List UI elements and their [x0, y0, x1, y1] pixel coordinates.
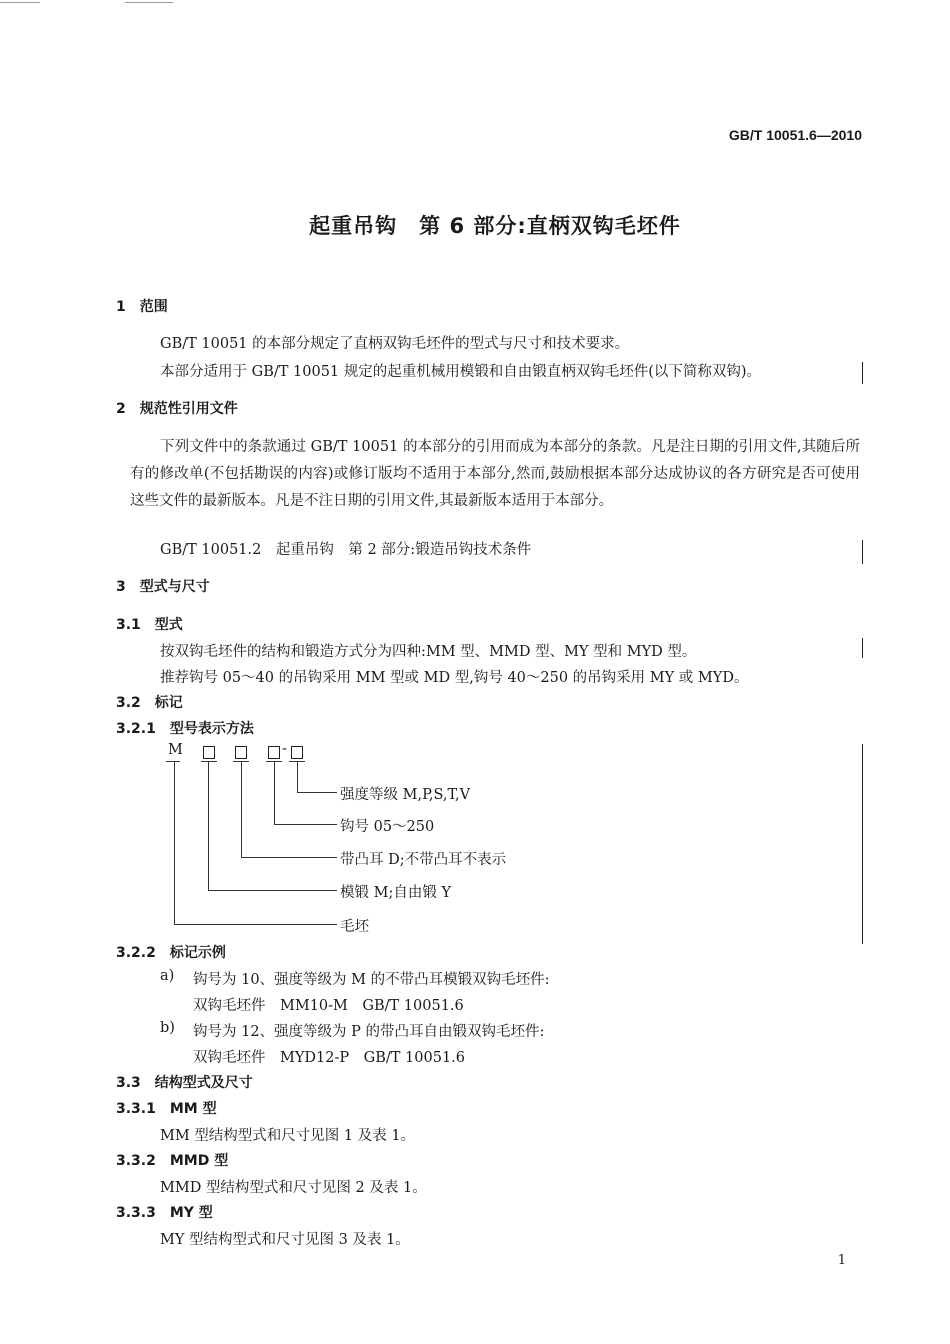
- section-2-heading: 2 规范性引用文件: [116, 401, 238, 417]
- section-1-para-2: 本部分适用于 GB/T 10051 规定的起重机械用模锻和自由锻直柄双钩毛坯件(以下简称双钩)。: [160, 364, 762, 380]
- scan-mark: [125, 2, 173, 3]
- leader-line: [241, 761, 242, 857]
- section-3-3-1-heading: 3.3.1 MM 型: [116, 1101, 217, 1117]
- section-3-3-1-text: MM 型结构型式和尺寸见图 1 及表 1。: [160, 1128, 416, 1144]
- code-label-lug: 带凸耳 D;不带凸耳不表示: [340, 852, 507, 868]
- leader-line: [241, 857, 337, 858]
- section-3-3-heading: 3.3 结构型式及尺寸: [116, 1075, 253, 1091]
- example-a-text: 钩号为 10、强度等级为 M 的不带凸耳模锻双钩毛坯件:: [193, 972, 550, 988]
- code-box-hook-number: [268, 746, 280, 759]
- code-box-forging: [203, 746, 215, 759]
- section-3-3-3-text: MY 型结构型式和尺寸见图 3 及表 1。: [160, 1232, 410, 1248]
- code-underline: [201, 761, 217, 762]
- change-bar: [862, 362, 863, 384]
- example-a-marker: a): [160, 968, 175, 984]
- example-a-code: 双钩毛坯件 MM10-M GB/T 10051.6: [193, 998, 464, 1014]
- section-3-3-3-heading: 3.3.3 MY 型: [116, 1205, 213, 1221]
- leader-line: [297, 761, 298, 792]
- leader-line: [174, 924, 337, 925]
- section-3-1-heading: 3.1 型式: [116, 617, 183, 633]
- code-box-lug: [235, 746, 247, 759]
- example-b-text: 钩号为 12、强度等级为 P 的带凸耳自由锻双钩毛坯件:: [193, 1024, 545, 1040]
- leader-line: [297, 792, 337, 793]
- code-underline: [166, 761, 180, 762]
- section-2-reference: GB/T 10051.2 起重吊钩 第 2 部分:锻造吊钩技术条件: [160, 542, 532, 558]
- code-label-hook-number: 钩号 05～250: [340, 819, 435, 835]
- section-3-1-para-2: 推荐钩号 05～40 的吊钩采用 MM 型或 MD 型,钩号 40～250 的吊钩采用 MY 或 MYD。: [160, 670, 749, 686]
- code-label-strength: 强度等级 M,P,S,T,V: [340, 787, 471, 803]
- section-3-2-2-heading: 3.2.2 标记示例: [116, 945, 226, 961]
- code-label-blank: 毛坯: [340, 919, 369, 935]
- section-1-para-1: GB/T 10051 的本部分规定了直柄双钩毛坯件的型式与尺寸和技术要求。: [160, 336, 630, 352]
- leader-line: [174, 761, 175, 924]
- leader-line: [208, 890, 337, 891]
- change-bar: [862, 638, 863, 658]
- standard-code: GB/T 10051.6—2010: [728, 127, 862, 143]
- section-3-heading: 3 型式与尺寸: [116, 579, 210, 595]
- section-3-3-2-text: MMD 型结构型式和尺寸见图 2 及表 1。: [160, 1180, 427, 1196]
- leader-line: [208, 761, 209, 890]
- section-1-heading: 1 范围: [116, 299, 168, 315]
- section-3-2-heading: 3.2 标记: [116, 695, 183, 711]
- document-title: 起重吊钩 第 6 部分:直柄双钩毛坯件: [309, 214, 681, 238]
- leader-line: [274, 824, 337, 825]
- section-3-1-para-1: 按双钩毛坯件的结构和锻造方式分为四种:MM 型、MMD 型、MY 型和 MYD 型。: [160, 644, 697, 660]
- example-b-code: 双钩毛坯件 MYD12-P GB/T 10051.6: [193, 1050, 466, 1066]
- scan-mark: [0, 2, 40, 3]
- code-prefix: M: [168, 742, 183, 758]
- section-2-para: 下列文件中的条款通过 GB/T 10051 的本部分的引用而成为本部分的条款。凡是注日期的引用文件,其随后所有的修改单(不包括勘误的内容)或修订版均不适用于本部分,然而,鼓励根据本部分达成协议的各方研究是否可使用这些文件的最新版本。凡是不注日期的引用文件,其最新版本适用于本部分。: [130, 439, 860, 509]
- section-3-3-2-heading: 3.3.2 MMD 型: [116, 1153, 229, 1169]
- example-b-marker: b): [160, 1020, 175, 1036]
- leader-line: [274, 761, 275, 824]
- change-bar: [862, 540, 863, 564]
- code-label-forging: 模锻 M;自由锻 Y: [340, 885, 452, 901]
- section-3-2-1-heading: 3.2.1 型号表示方法: [116, 721, 254, 737]
- code-dash: -: [282, 741, 287, 757]
- code-box-strength: [291, 746, 303, 759]
- change-bar: [862, 744, 863, 944]
- page-number: 1: [837, 1253, 846, 1268]
